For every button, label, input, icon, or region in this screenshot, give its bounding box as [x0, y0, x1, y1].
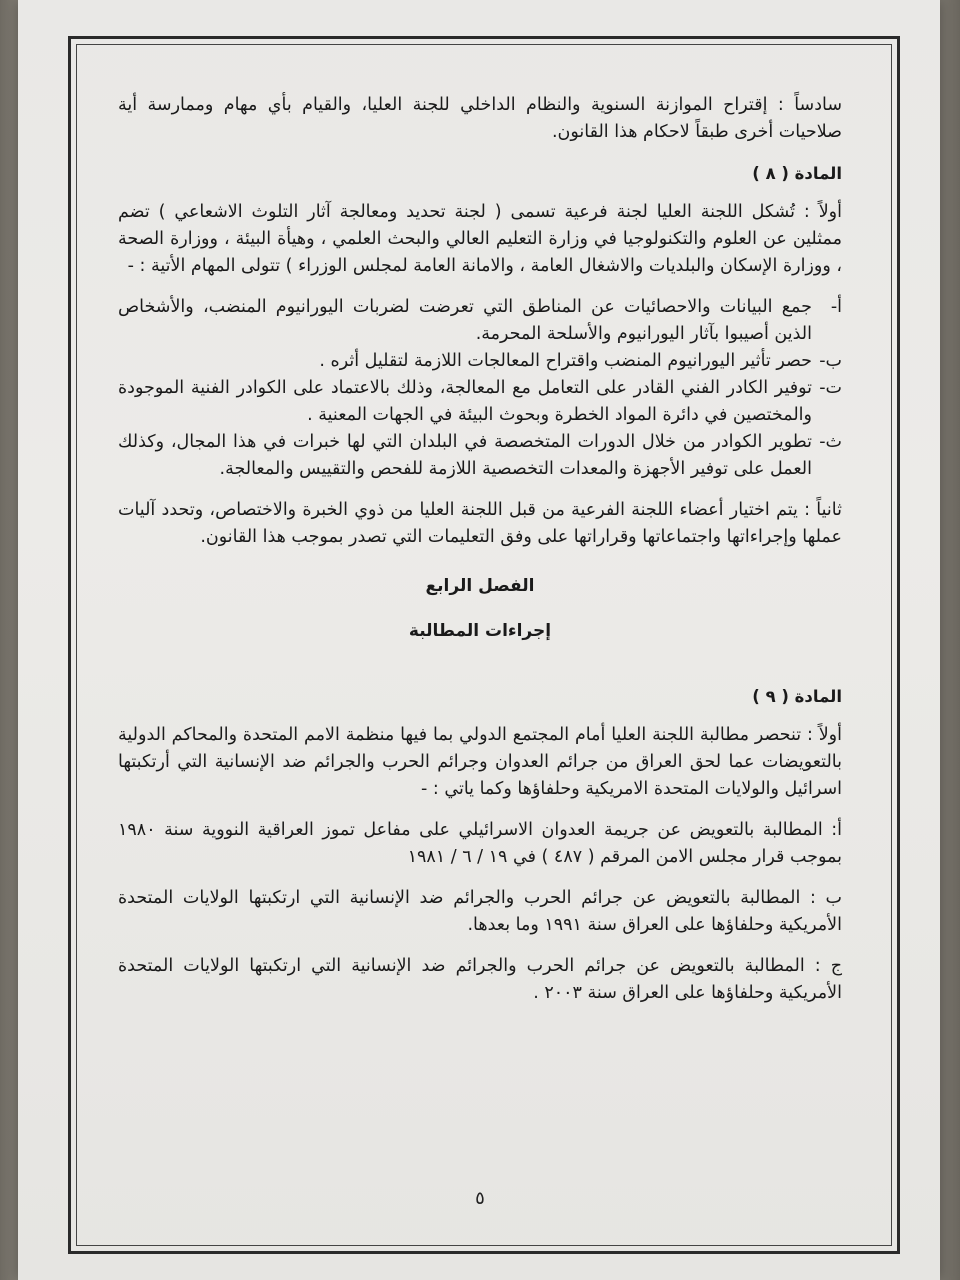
list-marker: أ-	[830, 297, 842, 317]
list-item	[118, 294, 842, 348]
sixth-clause: سادساً : إقتراح الموازنة السنوية والنظام الداخلي للجنة العليا، والقيام بأي مهام وممارسة أية صلاحيات أخرى طبقاً لاحكام هذا القانون.	[118, 95, 842, 142]
list-marker: ب-	[819, 351, 842, 371]
article-8-second-clause: ثانياً : يتم اختيار أعضاء اللجنة الفرعية من قبل اللجنة العليا من ذوي الخبرة والاختصاص، وتحدد آليات عملها وإجراءاتها واجتماعاتها وقراراتها على وفق التعليمات التي تصدر بموجب هذا القانون.	[118, 500, 842, 547]
article-9-heading: المادة ( ٩ )	[752, 687, 842, 706]
chapter-subtitle: إجراءات المطالبة	[408, 621, 552, 641]
page-number: ٥	[475, 1188, 485, 1209]
article-9-first-clause: أولاً : تنحصر مطالبة اللجنة العليا أمام المجتمع الدولي بما فيها منظمة الامم المتحدة والمحاكم الدولية بالتعويضات عما لحق العراق من جرائم العدوان وجرائم الحرب والجرائم ضد الإنسانية التي أرتكبتها اسرائيل والولايات المتحدة الامريكية وحلفاؤها وكما ياتي : -	[118, 725, 842, 799]
list-item-text: جمع البيانات والاحصائيات عن المناطق التي تعرضت لضربات اليورانيوم المنضب، والأشخاص الذين أصيبوا بآثار اليورانيوم والأسلحة المحرمة.	[118, 297, 812, 344]
list-marker: ث-	[819, 432, 842, 452]
article-9-clause-b: ب : المطالبة بالتعويض عن جرائم الحرب والجرائم ضد الإنسانية التي ارتكبتها الولايات المتحدة الأمريكية وحلفاؤها على العراق سنة ١٩٩١ وما بعدها.	[118, 888, 842, 935]
list-item-text: تطوير الكوادر من خلال الدورات المتخصصة في البلدان التي لها خبرات في هذا المجال، وكذلك العمل على توفير الأجهزة والمعدات التخصصية اللازمة للفحص والتقييس والمعالجة.	[118, 432, 812, 479]
list-item-text: حصر تأثير اليورانيوم المنضب واقتراح المعالجات اللازمة لتقليل أثره .	[319, 351, 812, 371]
article-8-list	[118, 294, 842, 483]
article-9-clause-c: ج : المطالبة بالتعويض عن جرائم الحرب والجرائم ضد الإنسانية التي ارتكبتها الولايات المتحدة الأمريكية وحلفاؤها على العراق سنة ٢٠٠٣ .	[118, 956, 842, 1003]
article-9-clause-a: أ: المطالبة بالتعويض عن جريمة العدوان الاسرائيلي على مفاعل تموز العراقية النووية سنة ١٩٨٠ بموجب قرار مجلس الامن المرقم ( ٤٨٧ ) في ١٩ / ٦ / ١٩٨١	[118, 820, 842, 867]
document-body	[118, 92, 842, 1021]
list-item	[118, 375, 842, 429]
article-8-heading: المادة ( ٨ )	[752, 164, 842, 183]
article-8-first-clause: أولاً : تُشكل اللجنة العليا لجنة فرعية تسمى ( لجنة تحديد ومعالجة آثار التلوث الاشعاعي ) تضم ممثلين عن العلوم والتكنولوجيا في وزارة التعليم العالي والبحث العلمي ، وهيأة البيئة ، ووزارة الصحة ، ووزارة الإسكان والبلديات والاشغال العامة ، والامانة العامة لمجلس الوزراء ) تتولى المهام الأتية : -	[118, 202, 842, 276]
list-item	[118, 348, 842, 375]
list-item	[118, 429, 842, 483]
list-marker: ت-	[819, 378, 842, 398]
chapter-title: الفصل الرابع	[425, 576, 535, 596]
list-item-text: توفير الكادر الفني القادر على التعامل مع المعالجة، وذلك بالاعتماد على الكوادر الفنية الموجودة والمختصين في دائرة المواد الخطرة وبحوث البيئة في الجهات المعنية .	[118, 378, 812, 425]
